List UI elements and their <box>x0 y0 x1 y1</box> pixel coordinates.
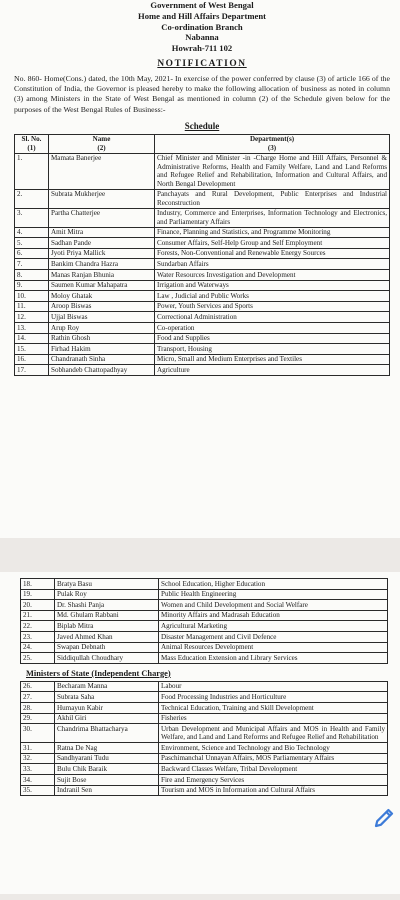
cell-serial-number: 8. <box>15 269 49 280</box>
cell-minister-name: Manas Ranjan Bhunia <box>49 269 155 280</box>
cell-minister-name: Akhil Giri <box>55 713 159 724</box>
schedule-table-continued-body <box>21 579 388 664</box>
cell-serial-number: 21. <box>21 610 55 621</box>
cell-departments: Women and Child Development and Social Welfare <box>159 600 388 611</box>
table-row <box>21 692 388 703</box>
cell-serial-number: 14. <box>15 333 49 344</box>
cell-departments: Agriculture <box>155 365 390 376</box>
table-row <box>21 724 388 743</box>
cell-serial-number: 27. <box>21 692 55 703</box>
cell-minister-name: Aroop Biswas <box>49 301 155 312</box>
cell-departments: Consumer Affairs, Self-Help Group and Self Employment <box>155 238 390 249</box>
schedule-title: Schedule <box>184 120 220 131</box>
table-row <box>15 333 390 344</box>
cell-serial-number: 3. <box>15 208 49 227</box>
cell-departments: Public Health Engineering <box>159 589 388 600</box>
notification-title: NOTIFICATION <box>157 58 247 69</box>
cell-minister-name: Sobhandeb Chattopadhyay <box>49 365 155 376</box>
cell-minister-name: Jyoti Priya Mallick <box>49 248 155 259</box>
cell-serial-number: 29. <box>21 713 55 724</box>
pencil-icon[interactable] <box>372 806 396 830</box>
table-row <box>21 702 388 713</box>
cell-departments: Paschimanchal Unnayan Affairs, MOS Parliamentary Affairs <box>159 753 388 764</box>
document-page-2 <box>0 572 400 894</box>
table-row <box>15 259 390 270</box>
cell-serial-number: 33. <box>21 764 55 775</box>
cell-serial-number: 19. <box>21 589 55 600</box>
header-line: Home and Hill Affairs Department <box>138 10 266 21</box>
cell-minister-name: Humayun Kabir <box>55 702 159 713</box>
notification-paragraph: No. 860- Home(Cons.) dated, the 10th May, 2021- In exercise of the power conferred by clause (3) of article 166 of the Constitution of India, the Governor is pleased hereby to make the following allocation of business as noted in column (3) among Ministers in the State of West Bengal as mentioned in column (2) of the Schedule given below for the purposes of the West Bengal Rules of Business:- <box>14 73 390 114</box>
ministers-of-state-title: Ministers of State (Independent Charge) <box>26 668 171 678</box>
ministers-of-state-table <box>20 681 388 796</box>
table-row <box>21 631 388 642</box>
cell-minister-name: Saumen Kumar Mahapatra <box>49 280 155 291</box>
cell-serial-number: 34. <box>21 774 55 785</box>
cell-departments: Forests, Non-Conventional and Renewable Energy Sources <box>155 248 390 259</box>
cell-minister-name: Biplab Mitra <box>55 621 159 632</box>
table-row <box>21 785 388 796</box>
cell-departments: Backward Classes Welfare, Tribal Development <box>159 764 388 775</box>
table-row <box>21 579 388 590</box>
table-row <box>21 774 388 785</box>
schedule-table-body <box>15 153 390 375</box>
cell-minister-name: Bankim Chandra Hazra <box>49 259 155 270</box>
cell-serial-number: 2. <box>15 189 49 208</box>
cell-departments: Power, Youth Services and Sports <box>155 301 390 312</box>
cell-minister-name: Javed Ahmed Khan <box>55 631 159 642</box>
table-row <box>21 764 388 775</box>
cell-minister-name: Bratya Basu <box>55 579 159 590</box>
cell-serial-number: 5. <box>15 238 49 249</box>
cell-departments: Food and Supplies <box>155 333 390 344</box>
cell-minister-name: Sujit Bose <box>55 774 159 785</box>
table-row <box>15 280 390 291</box>
table-row <box>15 269 390 280</box>
cell-departments: Disaster Management and Civil Defence <box>159 631 388 642</box>
cell-minister-name: Siddiqullah Choudhary <box>55 653 159 664</box>
cell-departments: Technical Education, Training and Skill Development <box>159 702 388 713</box>
table-row <box>21 753 388 764</box>
table-row <box>15 354 390 365</box>
cell-departments: Irrigation and Waterways <box>155 280 390 291</box>
table-row <box>21 600 388 611</box>
cell-minister-name: Chandranath Sinha <box>49 354 155 365</box>
cell-departments: School Education, Higher Education <box>159 579 388 590</box>
cell-minister-name: Bulu Chik Baraik <box>55 764 159 775</box>
cell-minister-name: Subrata Saha <box>55 692 159 703</box>
cell-departments: Co-operation <box>155 322 390 333</box>
table-row <box>15 322 390 333</box>
cell-departments: Sundarban Affairs <box>155 259 390 270</box>
cell-departments: Law , Judicial and Public Works <box>155 291 390 302</box>
schedule-table-continued <box>20 578 388 664</box>
cell-serial-number: 30. <box>21 724 55 743</box>
table-row <box>21 681 388 692</box>
cell-departments: Water Resources Investigation and Development <box>155 269 390 280</box>
header-line: Nabanna <box>185 32 219 43</box>
cell-departments: Minority Affairs and Madrasah Education <box>159 610 388 621</box>
table-row <box>21 743 388 754</box>
table-row <box>15 208 390 227</box>
cell-departments: Fire and Emergency Services <box>159 774 388 785</box>
table-row <box>21 713 388 724</box>
cell-departments: Chief Minister and Minister -in -Charge Home and Hill Affairs, Personnel & Administrative Reforms, Health and Family Welfare, Land and Land Reforms and Refugee Relief and Rehabilitation, Information and Cultural Affairs, and North Bengal Development <box>155 153 390 189</box>
cell-serial-number: 12. <box>15 312 49 323</box>
table-row <box>15 301 390 312</box>
table-row <box>15 291 390 302</box>
cell-minister-name: Dr. Shashi Panja <box>55 600 159 611</box>
cell-minister-name: Swapan Debnath <box>55 642 159 653</box>
cell-minister-name: Md. Ghulam Rabbani <box>55 610 159 621</box>
table-row <box>21 621 388 632</box>
cell-serial-number: 11. <box>15 301 49 312</box>
cell-minister-name: Mamata Banerjee <box>49 153 155 189</box>
cell-minister-name: Sandhyarani Tudu <box>55 753 159 764</box>
cell-serial-number: 35. <box>21 785 55 796</box>
column-header-name: Name (2) <box>49 134 155 153</box>
cell-serial-number: 4. <box>15 227 49 238</box>
cell-departments: Micro, Small and Medium Enterprises and Textiles <box>155 354 390 365</box>
cell-minister-name: Partha Chatterjee <box>49 208 155 227</box>
cell-minister-name: Pulak Roy <box>55 589 159 600</box>
table-row <box>15 344 390 355</box>
cell-serial-number: 24. <box>21 642 55 653</box>
cell-departments: Agricultural Marketing <box>159 621 388 632</box>
cell-serial-number: 18. <box>21 579 55 590</box>
cell-serial-number: 7. <box>15 259 49 270</box>
table-row <box>21 642 388 653</box>
cell-serial-number: 20. <box>21 600 55 611</box>
cell-minister-name: Firhad Hakim <box>49 344 155 355</box>
cell-serial-number: 31. <box>21 743 55 754</box>
cell-departments: Tourism and MOS in Information and Cultural Affairs <box>159 785 388 796</box>
cell-departments: Environment, Science and Technology and Bio Technology <box>159 743 388 754</box>
column-header-slno: Sl. No. (1) <box>15 134 49 153</box>
cell-departments: Panchayats and Rural Development, Public Enterprises and Industrial Reconstruction <box>155 189 390 208</box>
table-row <box>15 153 390 189</box>
table-row <box>21 653 388 664</box>
cell-serial-number: 25. <box>21 653 55 664</box>
header-line: Government of West Bengal <box>150 0 254 10</box>
cell-minister-name: Becharam Manna <box>55 681 159 692</box>
cell-serial-number: 13. <box>15 322 49 333</box>
cell-departments: Fisheries <box>159 713 388 724</box>
cell-serial-number: 17. <box>15 365 49 376</box>
cell-minister-name: Amit Mitra <box>49 227 155 238</box>
cell-minister-name: Indranil Sen <box>55 785 159 796</box>
schedule-table <box>14 134 390 376</box>
cell-serial-number: 6. <box>15 248 49 259</box>
table-row <box>21 589 388 600</box>
table-row <box>21 610 388 621</box>
column-header-department: Department(s) (3) <box>155 134 390 153</box>
cell-minister-name: Moloy Ghatak <box>49 291 155 302</box>
cell-departments: Finance, Planning and Statistics, and Programme Monitoring <box>155 227 390 238</box>
cell-departments: Labour <box>159 681 388 692</box>
cell-serial-number: 26. <box>21 681 55 692</box>
cell-serial-number: 16. <box>15 354 49 365</box>
cell-departments: Animal Resources Development <box>159 642 388 653</box>
header-line: Co-ordination Branch <box>161 21 243 32</box>
cell-minister-name: Rathin Ghosh <box>49 333 155 344</box>
cell-serial-number: 22. <box>21 621 55 632</box>
cell-serial-number: 1. <box>15 153 49 189</box>
document-header <box>14 0 390 54</box>
cell-departments: Transport, Housing <box>155 344 390 355</box>
cell-minister-name: Ujjal Biswas <box>49 312 155 323</box>
cell-serial-number: 32. <box>21 753 55 764</box>
cell-serial-number: 15. <box>15 344 49 355</box>
table-row <box>15 189 390 208</box>
cell-departments: Industry, Commerce and Enterprises, Information Technology and Electronics, and Parliamentary Affairs <box>155 208 390 227</box>
cell-minister-name: Chandrima Bhattacharya <box>55 724 159 743</box>
ministers-of-state-table-body <box>21 681 388 795</box>
table-row <box>15 312 390 323</box>
table-header-row <box>15 134 390 153</box>
cell-departments: Urban Development and Municipal Affairs and MOS in Health and Family Welfare, and Land and Land Reforms and Refugee Relief and Rehabilitation <box>159 724 388 743</box>
cell-serial-number: 10. <box>15 291 49 302</box>
cell-minister-name: Subrata Mukherjee <box>49 189 155 208</box>
table-row <box>15 248 390 259</box>
table-row <box>15 238 390 249</box>
cell-departments: Food Processing Industries and Horticulture <box>159 692 388 703</box>
table-row <box>15 365 390 376</box>
cell-serial-number: 28. <box>21 702 55 713</box>
cell-serial-number: 23. <box>21 631 55 642</box>
cell-serial-number: 9. <box>15 280 49 291</box>
cell-departments: Mass Education Extension and Library Services <box>159 653 388 664</box>
table-row <box>15 227 390 238</box>
cell-minister-name: Ratna De Nag <box>55 743 159 754</box>
cell-minister-name: Arup Roy <box>49 322 155 333</box>
cell-minister-name: Sadhan Pande <box>49 238 155 249</box>
header-line: Howrah-711 102 <box>171 43 233 54</box>
cell-departments: Correctional Administration <box>155 312 390 323</box>
